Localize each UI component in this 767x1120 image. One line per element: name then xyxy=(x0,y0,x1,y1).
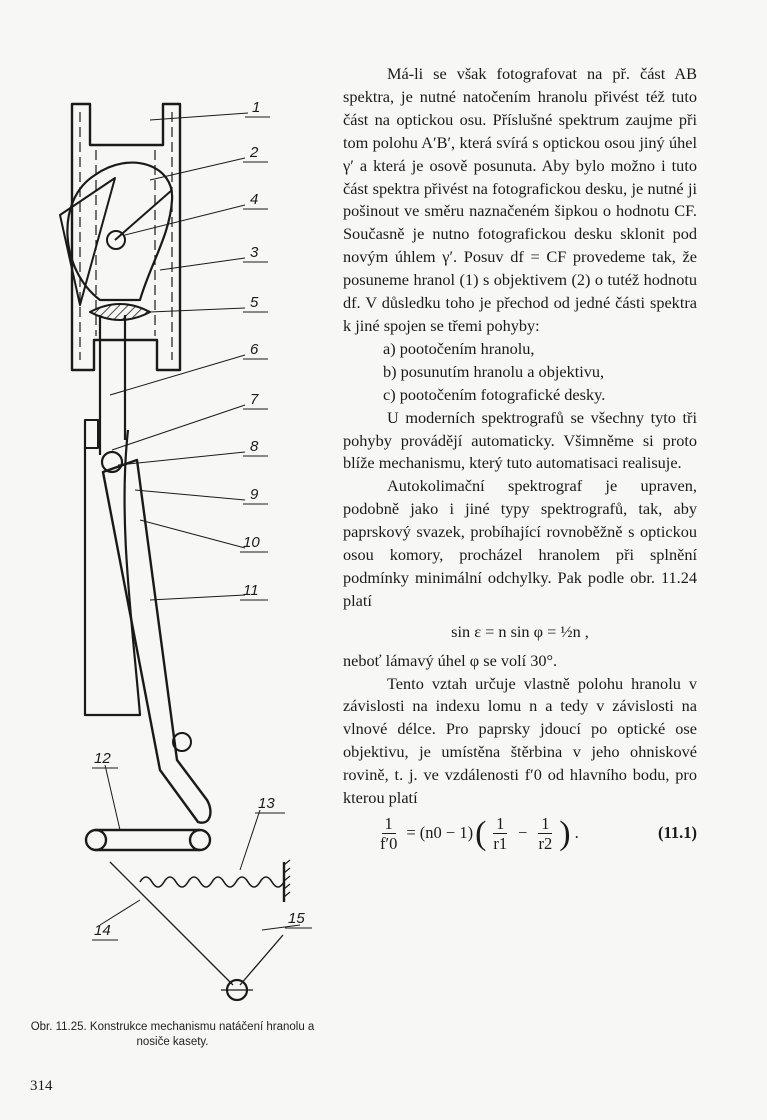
label-5: 5 xyxy=(250,294,259,311)
label-4: 4 xyxy=(250,191,259,208)
label-7: 7 xyxy=(250,391,259,408)
label-14: 14 xyxy=(94,922,111,939)
eq-minus: − xyxy=(518,823,528,843)
list-item-a: a) pootočením hranolu, xyxy=(383,338,535,358)
label-11: 11 xyxy=(243,582,259,599)
paragraph-4: neboť lámavý úhel φ se volí 30°. xyxy=(343,650,558,670)
label-13: 13 xyxy=(258,795,275,812)
label-2: 2 xyxy=(250,144,259,161)
label-12: 12 xyxy=(94,750,111,767)
label-6: 6 xyxy=(250,341,259,358)
eq-frac-a xyxy=(490,814,510,853)
label-15: 15 xyxy=(288,910,305,927)
eq-paren-close: ) xyxy=(559,814,571,852)
eq-paren-open: ( xyxy=(475,814,487,852)
eq-b-num: 1 xyxy=(538,814,552,834)
spring xyxy=(140,877,284,887)
eq-lhs-num: 1 xyxy=(382,814,396,834)
equation-11-1 xyxy=(343,814,697,853)
eq-middle: = (n0 − 1) xyxy=(406,823,474,843)
eq-a-den: r1 xyxy=(493,834,508,853)
eq-lhs-fraction xyxy=(377,814,400,853)
equation-number: (11.1) xyxy=(658,823,697,843)
pulley-right xyxy=(190,830,210,850)
eq-a-num: 1 xyxy=(493,814,507,834)
paragraph-3: Autokolimační spektrograf je upraven, podobně jako i jiné typy spektrografů, tak, aby paprskový svazek, probíhající rovnoběžně s optickou osou komory, procházel hranolem při splnění podmínky minimální odchylky. Pak podle obr. 11.24 platí xyxy=(343,476,697,610)
eq-lhs-den: f′0 xyxy=(380,834,398,853)
paragraph-2: U moderních spektrografů se všechny tyto tři pohyby provádějí automaticky. Všimněme si proto blíže mechanismu, který tuto automatisaci realisuje. xyxy=(343,407,697,473)
eq-end: . xyxy=(574,823,579,843)
label-8: 8 xyxy=(250,438,259,455)
eq-frac-b xyxy=(535,814,555,853)
eq-b-den: r2 xyxy=(538,834,553,853)
list-item-b: b) posunutím hranolu a objektivu, xyxy=(383,361,605,381)
label-1: 1 xyxy=(252,99,261,116)
label-3: 3 xyxy=(250,244,259,261)
mechanism-figure xyxy=(0,0,330,1015)
text-column xyxy=(343,63,697,853)
figure-caption: Obr. 11.25. Konstrukce mechanismu natáčení hranolu a nosiče kasety. xyxy=(30,1021,315,1048)
cam-rail xyxy=(85,420,98,448)
page-number: 314 xyxy=(30,1078,53,1094)
lever-arm xyxy=(103,460,210,823)
belt xyxy=(95,830,200,850)
label-9: 9 xyxy=(250,486,259,503)
paragraph-5: Tento vztah určuje vlastně polohu hranolu v závislosti na indexu lomu n a tedy v závislosti na vlnové délce. Pro paprsky jdoucí po optické ose objektivu, je umístěna štěrbina v jeho ohniskové rovině, t. j. ve vzdálenosti f′0 od hlavního bodu, pro kterou platí xyxy=(343,673,697,808)
equation-1: sin ε = n sin φ = ½n , xyxy=(451,621,589,641)
label-10: 10 xyxy=(243,534,260,551)
paragraph-1: Má-li se však fotografovat na př. část AB spektra, je nutné natočením hranolu přivést též tuto část na optickou osu. Příslušné spektrum zaujme při tom polohu A′B′, která svírá s optickou osou jiný úhel γ′ a která je osově posunuta. Aby bylo možno i tuto část spektra přivést na fotografickou desku, je nutné ji pošinout ve směru naznačeném šipkou o hodnotu CF. Současně je nutno fotografickou desku sklonit pod novým úhlem γ′. Posuv df = CF provedeme tak, že posuneme hranol (1) s objektivem (2) o tutéž hodnotu df. V důsledku toho je přechod od jedné části spektra k jiné spojen se třemi pohyby: xyxy=(343,64,697,335)
list-item-c: c) pootočením fotografické desky. xyxy=(383,384,606,404)
pulley-left xyxy=(86,830,106,850)
